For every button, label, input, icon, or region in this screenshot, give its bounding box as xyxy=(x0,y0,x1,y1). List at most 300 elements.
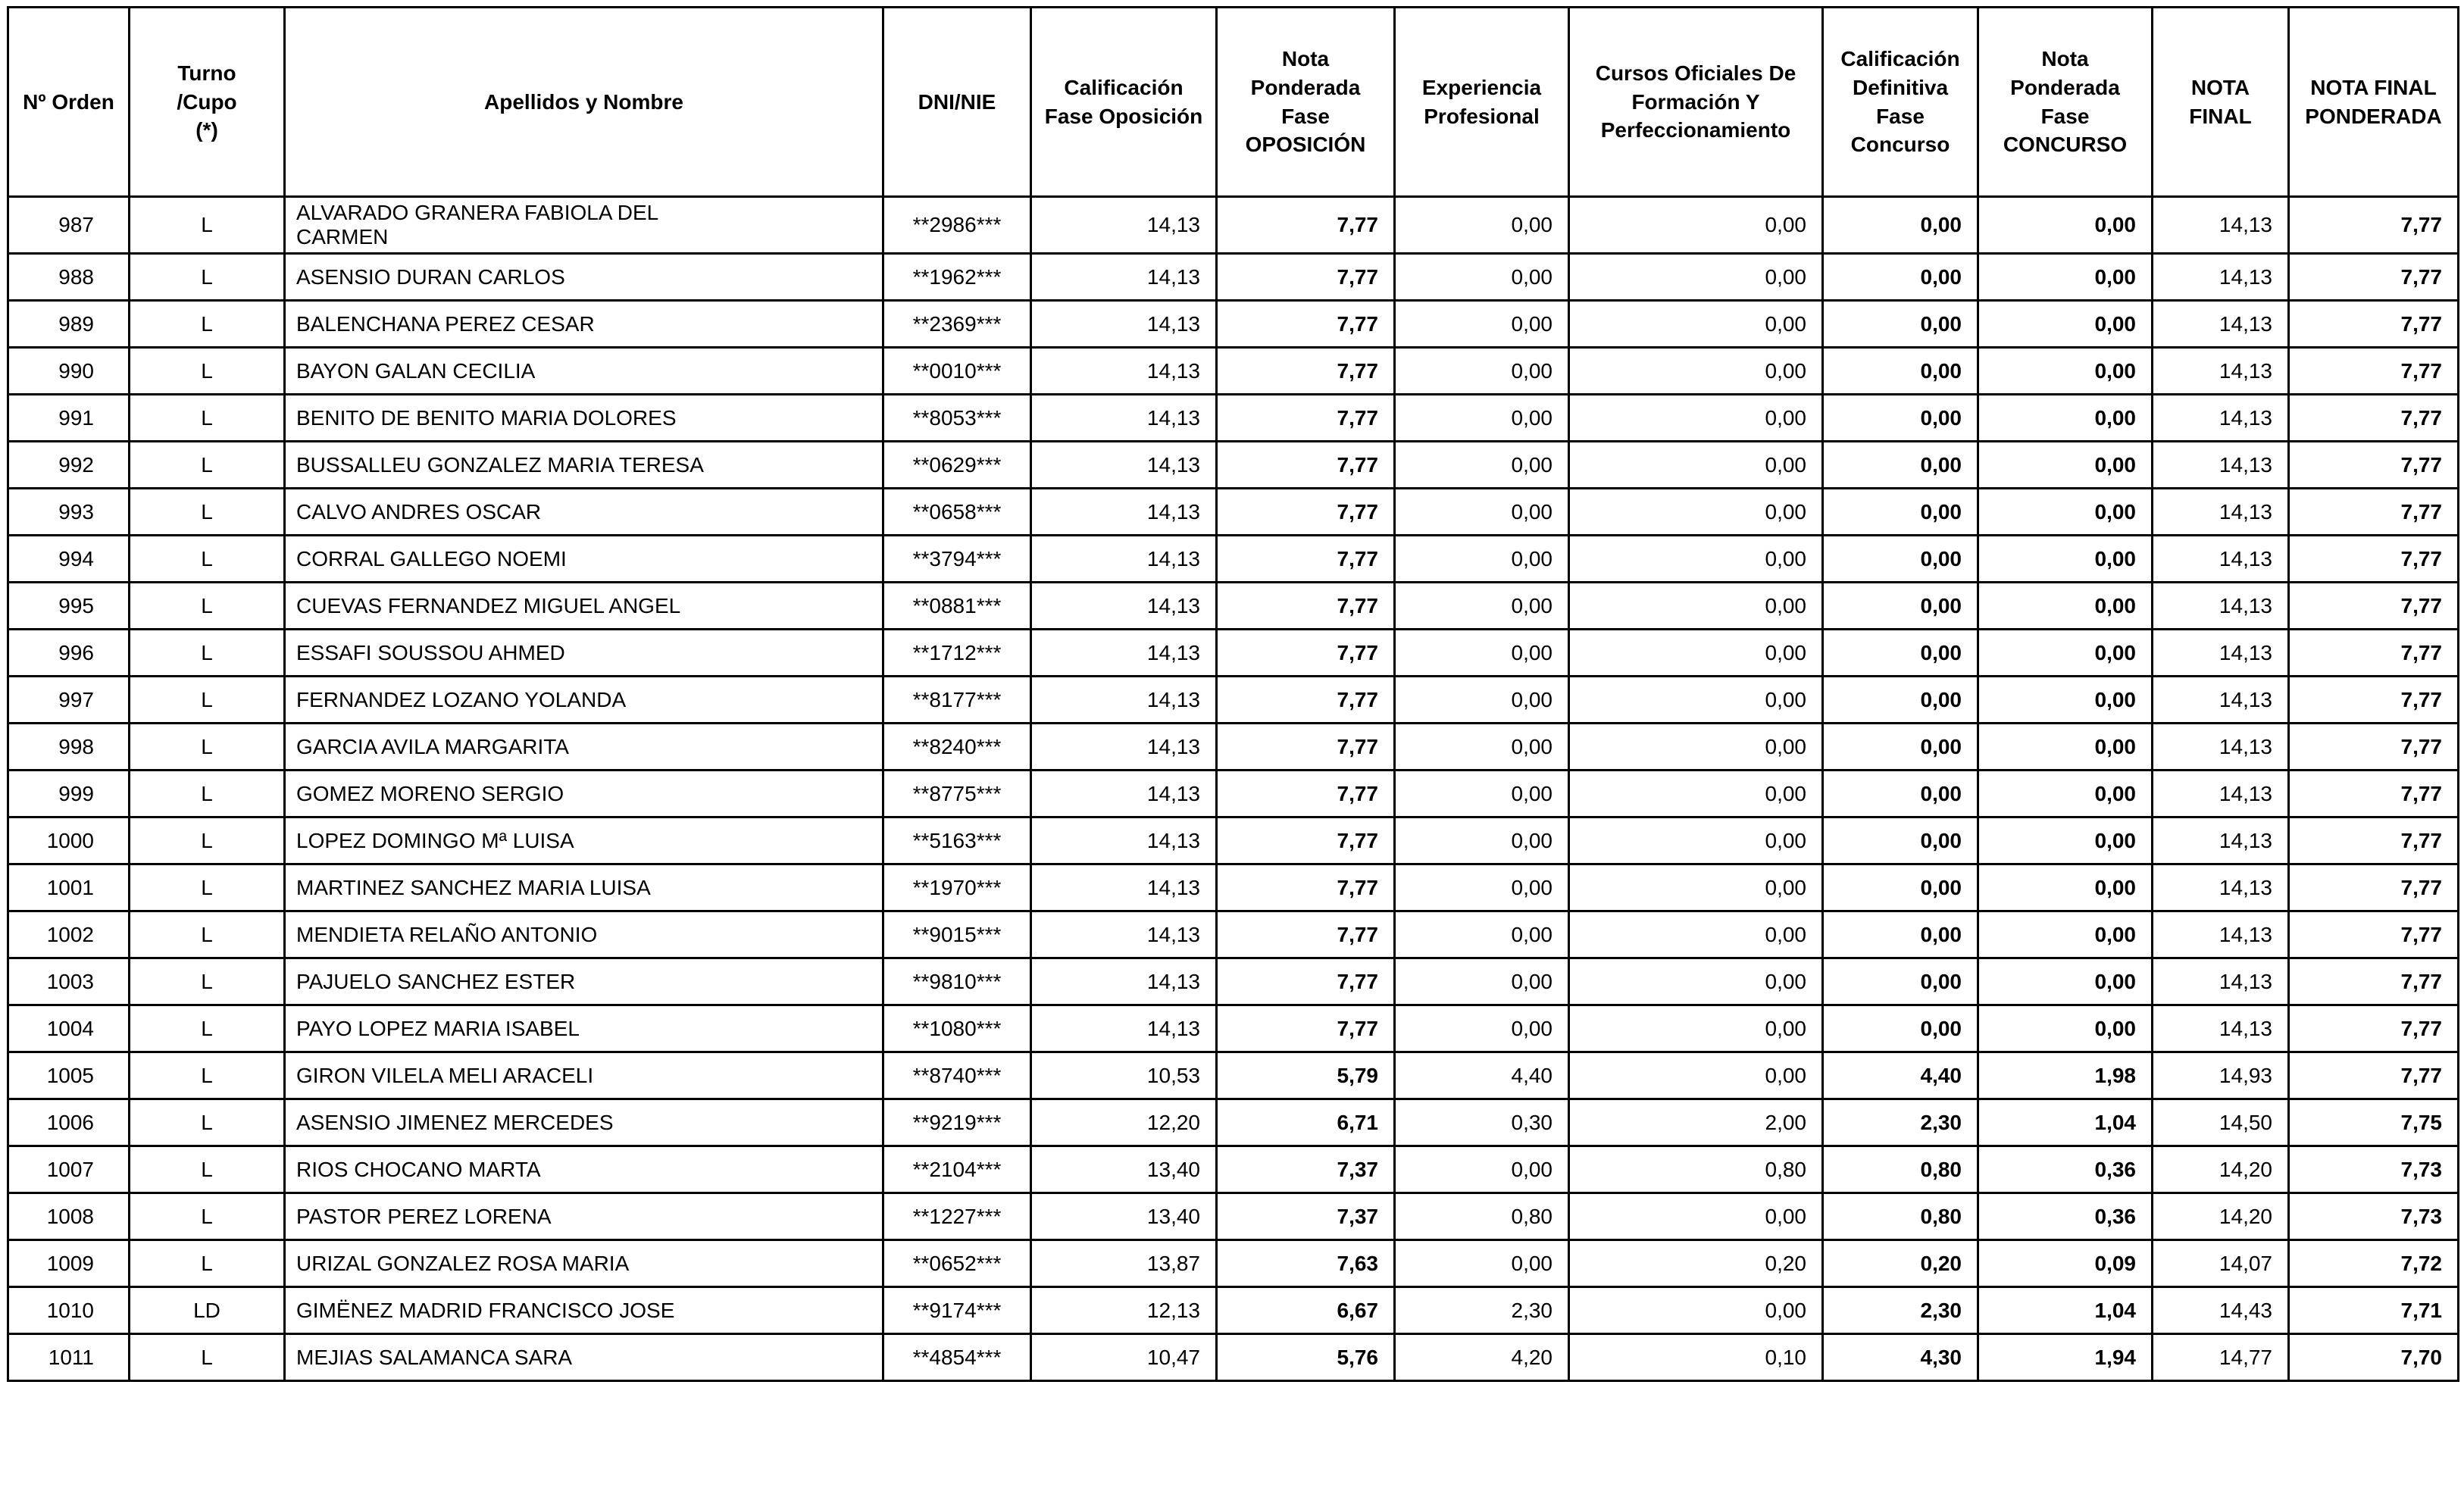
table-cell: 14,13 xyxy=(2153,1005,2289,1052)
table-cell: BALENCHANA PEREZ CESAR xyxy=(285,301,883,348)
table-cell: 0,09 xyxy=(1978,1240,2153,1287)
table-cell: 0,10 xyxy=(1569,1334,1823,1381)
table-cell: 4,20 xyxy=(1395,1334,1569,1381)
table-row xyxy=(8,583,2459,630)
table-cell: 14,13 xyxy=(2153,348,2289,395)
table-cell: 2,30 xyxy=(1395,1287,1569,1334)
table-cell: **8177*** xyxy=(883,677,1031,724)
table-cell: 998 xyxy=(8,724,130,771)
table-cell: 0,20 xyxy=(1569,1240,1823,1287)
table-cell: 14,13 xyxy=(2153,817,2289,864)
table-cell: 0,00 xyxy=(1395,197,1569,254)
table-cell: 1004 xyxy=(8,1005,130,1052)
table-cell: PAYO LOPEZ MARIA ISABEL xyxy=(285,1005,883,1052)
table-cell: L xyxy=(130,348,285,395)
table-cell: 0,00 xyxy=(1823,677,1978,724)
table-cell: 0,00 xyxy=(1569,630,1823,677)
table-cell: 0,00 xyxy=(1978,677,2153,724)
table-cell: ASENSIO JIMENEZ MERCEDES xyxy=(285,1099,883,1146)
table-cell: 0,20 xyxy=(1823,1240,1978,1287)
table-cell: 0,00 xyxy=(1823,348,1978,395)
table-cell: GIMËNEZ MADRID FRANCISCO JOSE xyxy=(285,1287,883,1334)
table-cell: 7,71 xyxy=(2289,1287,2459,1334)
table-cell: **0881*** xyxy=(883,583,1031,630)
header-cell: Nota Ponderada Fase OPOSICIÓN xyxy=(1217,8,1395,197)
table-cell: 1008 xyxy=(8,1193,130,1240)
table-cell: 989 xyxy=(8,301,130,348)
table-row xyxy=(8,1099,2459,1146)
table-cell: 14,13 xyxy=(1031,197,1217,254)
table-cell: 7,77 xyxy=(1217,771,1395,817)
table-cell: 999 xyxy=(8,771,130,817)
header-cell: Turno /Cupo (*) xyxy=(130,8,285,197)
table-cell: 7,77 xyxy=(1217,395,1395,442)
table-cell: 0,00 xyxy=(1569,442,1823,489)
table-cell: **8240*** xyxy=(883,724,1031,771)
table-cell: 991 xyxy=(8,395,130,442)
table-cell: 7,77 xyxy=(1217,197,1395,254)
table-row xyxy=(8,630,2459,677)
table-cell: L xyxy=(130,1193,285,1240)
table-cell: 14,13 xyxy=(2153,583,2289,630)
table-cell: 14,13 xyxy=(1031,254,1217,301)
table-cell: FERNANDEZ LOZANO YOLANDA xyxy=(285,677,883,724)
table-cell: 0,00 xyxy=(1823,1005,1978,1052)
table-cell: 12,20 xyxy=(1031,1099,1217,1146)
table-cell: **2104*** xyxy=(883,1146,1031,1193)
table-cell: 0,00 xyxy=(1569,536,1823,583)
table-cell: **5163*** xyxy=(883,817,1031,864)
table-row xyxy=(8,1240,2459,1287)
table-cell: **9174*** xyxy=(883,1287,1031,1334)
table-cell: **9810*** xyxy=(883,958,1031,1005)
table-cell: 2,30 xyxy=(1823,1099,1978,1146)
table-cell: L xyxy=(130,254,285,301)
table-cell: GOMEZ MORENO SERGIO xyxy=(285,771,883,817)
table-cell: LD xyxy=(130,1287,285,1334)
table-cell: 14,13 xyxy=(1031,536,1217,583)
header-cell: NOTA FINAL PONDERADA xyxy=(2289,8,2459,197)
table-cell: 13,40 xyxy=(1031,1146,1217,1193)
table-cell: 0,00 xyxy=(1395,583,1569,630)
table-cell: 14,13 xyxy=(2153,771,2289,817)
table-cell: 7,77 xyxy=(2289,583,2459,630)
table-cell: 14,13 xyxy=(1031,489,1217,536)
table-row xyxy=(8,301,2459,348)
table-cell: 7,77 xyxy=(2289,864,2459,911)
table-cell: 7,77 xyxy=(2289,1052,2459,1099)
table-cell: 0,80 xyxy=(1823,1193,1978,1240)
table-cell: 14,13 xyxy=(2153,254,2289,301)
table-cell: 0,00 xyxy=(1395,301,1569,348)
table-cell: 14,13 xyxy=(2153,958,2289,1005)
table-cell: 1,94 xyxy=(1978,1334,2153,1381)
table-cell: 0,00 xyxy=(1978,254,2153,301)
table-cell: **1962*** xyxy=(883,254,1031,301)
table-cell: 0,80 xyxy=(1823,1146,1978,1193)
table-cell: 14,77 xyxy=(2153,1334,2289,1381)
table-cell: 14,13 xyxy=(1031,442,1217,489)
table-row xyxy=(8,1146,2459,1193)
table-cell: 0,36 xyxy=(1978,1146,2153,1193)
header-cell: Cursos Oficiales De Formación Y Perfeccionamiento xyxy=(1569,8,1823,197)
table-cell: 7,77 xyxy=(2289,630,2459,677)
table-cell: L xyxy=(130,958,285,1005)
table-cell: 14,13 xyxy=(1031,1005,1217,1052)
table-cell: 7,77 xyxy=(2289,442,2459,489)
table-cell: 14,13 xyxy=(2153,630,2289,677)
table-cell: CALVO ANDRES OSCAR xyxy=(285,489,883,536)
table-cell: 7,77 xyxy=(1217,583,1395,630)
table-cell: 994 xyxy=(8,536,130,583)
table-cell: 0,00 xyxy=(1978,197,2153,254)
table-body xyxy=(8,197,2459,1381)
table-cell: 14,13 xyxy=(2153,911,2289,958)
table-cell: 0,00 xyxy=(1569,911,1823,958)
table-cell: **1970*** xyxy=(883,864,1031,911)
table-cell: 0,00 xyxy=(1978,817,2153,864)
table-cell: 0,00 xyxy=(1569,1005,1823,1052)
table-cell: 0,00 xyxy=(1823,583,1978,630)
table-cell: 0,00 xyxy=(1569,958,1823,1005)
table-cell: 7,77 xyxy=(1217,958,1395,1005)
table-cell: 0,00 xyxy=(1823,489,1978,536)
table-cell: 0,00 xyxy=(1823,395,1978,442)
table-cell: **2986*** xyxy=(883,197,1031,254)
table-cell: PASTOR PEREZ LORENA xyxy=(285,1193,883,1240)
table-cell: 7,77 xyxy=(2289,911,2459,958)
table-cell: **1227*** xyxy=(883,1193,1031,1240)
table-cell: 7,77 xyxy=(1217,864,1395,911)
table-cell: 0,00 xyxy=(1569,489,1823,536)
table-cell: L xyxy=(130,911,285,958)
table-cell: L xyxy=(130,583,285,630)
table-row xyxy=(8,489,2459,536)
table-cell: 14,13 xyxy=(1031,630,1217,677)
table-row xyxy=(8,1005,2459,1052)
table-cell: 0,00 xyxy=(1569,301,1823,348)
table-cell: 10,47 xyxy=(1031,1334,1217,1381)
table-cell: **3794*** xyxy=(883,536,1031,583)
table-cell: 996 xyxy=(8,630,130,677)
table-cell: 14,93 xyxy=(2153,1052,2289,1099)
table-cell: 0,00 xyxy=(1395,254,1569,301)
table-cell: 14,13 xyxy=(2153,442,2289,489)
table-cell: 7,77 xyxy=(1217,442,1395,489)
table-cell: **4854*** xyxy=(883,1334,1031,1381)
table-cell: 0,00 xyxy=(1569,197,1823,254)
table-cell: 1005 xyxy=(8,1052,130,1099)
table-cell: ASENSIO DURAN CARLOS xyxy=(285,254,883,301)
table-cell: L xyxy=(130,677,285,724)
table-cell: 14,13 xyxy=(2153,864,2289,911)
table-cell: 14,20 xyxy=(2153,1146,2289,1193)
table-cell: 0,00 xyxy=(1395,817,1569,864)
table-cell: 0,00 xyxy=(1978,630,2153,677)
table-cell: L xyxy=(130,197,285,254)
table-cell: 0,00 xyxy=(1978,489,2153,536)
table-cell: **8775*** xyxy=(883,771,1031,817)
table-cell: 7,72 xyxy=(2289,1240,2459,1287)
table-cell: ESSAFI SOUSSOU AHMED xyxy=(285,630,883,677)
table-cell: 0,00 xyxy=(1569,583,1823,630)
table-cell: 0,30 xyxy=(1395,1099,1569,1146)
table-cell: 14,13 xyxy=(1031,864,1217,911)
table-row xyxy=(8,442,2459,489)
table-cell: ALVARADO GRANERA FABIOLA DEL CARMEN xyxy=(285,197,883,254)
table-cell: 14,13 xyxy=(2153,724,2289,771)
table-cell: 0,00 xyxy=(1978,395,2153,442)
table-cell: 0,00 xyxy=(1823,864,1978,911)
table-cell: 0,00 xyxy=(1823,536,1978,583)
table-cell: **1712*** xyxy=(883,630,1031,677)
table-cell: 14,43 xyxy=(2153,1287,2289,1334)
table-cell: PAJUELO SANCHEZ ESTER xyxy=(285,958,883,1005)
table-cell: 7,77 xyxy=(2289,197,2459,254)
table-cell: 0,00 xyxy=(1569,1287,1823,1334)
table-cell: 7,77 xyxy=(2289,254,2459,301)
table-cell: 14,13 xyxy=(1031,724,1217,771)
header-cell: Nº Orden xyxy=(8,8,130,197)
table-header xyxy=(8,8,2459,197)
table-cell: MEJIAS SALAMANCA SARA xyxy=(285,1334,883,1381)
table-cell: 14,13 xyxy=(1031,348,1217,395)
table-cell: 997 xyxy=(8,677,130,724)
table-cell: 987 xyxy=(8,197,130,254)
table-cell: 7,37 xyxy=(1217,1193,1395,1240)
results-table xyxy=(7,6,2459,1382)
table-cell: 14,13 xyxy=(2153,489,2289,536)
table-cell: 1,04 xyxy=(1978,1287,2153,1334)
header-cell: Calificación Definitiva Fase Concurso xyxy=(1823,8,1978,197)
table-cell: 1003 xyxy=(8,958,130,1005)
table-cell: L xyxy=(130,1240,285,1287)
table-cell: 0,00 xyxy=(1569,348,1823,395)
table-cell: **8053*** xyxy=(883,395,1031,442)
table-cell: 4,30 xyxy=(1823,1334,1978,1381)
table-cell: 7,77 xyxy=(2289,724,2459,771)
table-cell: 0,00 xyxy=(1395,1240,1569,1287)
table-cell: 0,00 xyxy=(1978,442,2153,489)
table-cell: L xyxy=(130,1005,285,1052)
table-cell: 1001 xyxy=(8,864,130,911)
table-cell: L xyxy=(130,630,285,677)
table-row xyxy=(8,817,2459,864)
table-cell: 14,13 xyxy=(1031,817,1217,864)
table-cell: **2369*** xyxy=(883,301,1031,348)
table-cell: BENITO DE BENITO MARIA DOLORES xyxy=(285,395,883,442)
table-cell: 14,13 xyxy=(1031,677,1217,724)
header-cell: Experiencia Profesional xyxy=(1395,8,1569,197)
table-cell: 0,00 xyxy=(1569,864,1823,911)
table-cell: 0,00 xyxy=(1823,817,1978,864)
table-cell: 1,04 xyxy=(1978,1099,2153,1146)
table-cell: 7,77 xyxy=(1217,911,1395,958)
table-cell: 0,00 xyxy=(1569,817,1823,864)
table-cell: L xyxy=(130,864,285,911)
table-cell: 0,00 xyxy=(1569,771,1823,817)
table-row xyxy=(8,536,2459,583)
table-cell: 0,00 xyxy=(1395,395,1569,442)
table-cell: 14,50 xyxy=(2153,1099,2289,1146)
table-cell: 0,00 xyxy=(1395,958,1569,1005)
table-cell: 14,13 xyxy=(1031,771,1217,817)
table-cell: 0,00 xyxy=(1569,254,1823,301)
table-cell: GARCIA AVILA MARGARITA xyxy=(285,724,883,771)
header-cell: Calificación Fase Oposición xyxy=(1031,8,1217,197)
table-cell: 0,00 xyxy=(1978,536,2153,583)
header-row xyxy=(8,8,2459,197)
table-cell: 10,53 xyxy=(1031,1052,1217,1099)
table-cell: L xyxy=(130,817,285,864)
table-cell: MENDIETA RELAÑO ANTONIO xyxy=(285,911,883,958)
table-cell: LOPEZ DOMINGO Mª LUISA xyxy=(285,817,883,864)
table-cell: 2,30 xyxy=(1823,1287,1978,1334)
table-row xyxy=(8,348,2459,395)
table-cell: L xyxy=(130,1146,285,1193)
table-cell: L xyxy=(130,1099,285,1146)
table-cell: 7,77 xyxy=(2289,958,2459,1005)
table-cell: 7,77 xyxy=(1217,817,1395,864)
table-cell: 7,77 xyxy=(2289,395,2459,442)
table-cell: URIZAL GONZALEZ ROSA MARIA xyxy=(285,1240,883,1287)
table-cell: 7,77 xyxy=(1217,630,1395,677)
table-cell: 0,00 xyxy=(1395,911,1569,958)
table-cell: 4,40 xyxy=(1823,1052,1978,1099)
table-cell: 7,77 xyxy=(1217,301,1395,348)
table-cell: **1080*** xyxy=(883,1005,1031,1052)
table-cell: 0,00 xyxy=(1823,301,1978,348)
table-cell: 7,77 xyxy=(2289,677,2459,724)
table-cell: 1011 xyxy=(8,1334,130,1381)
table-cell: 7,77 xyxy=(1217,489,1395,536)
table-cell: L xyxy=(130,1052,285,1099)
table-cell: 1006 xyxy=(8,1099,130,1146)
table-cell: 5,76 xyxy=(1217,1334,1395,1381)
table-cell: L xyxy=(130,536,285,583)
table-cell: 6,67 xyxy=(1217,1287,1395,1334)
table-cell: 1009 xyxy=(8,1240,130,1287)
table-cell: 0,00 xyxy=(1823,771,1978,817)
table-cell: 990 xyxy=(8,348,130,395)
table-cell: L xyxy=(130,724,285,771)
table-cell: **0658*** xyxy=(883,489,1031,536)
table-cell: 7,70 xyxy=(2289,1334,2459,1381)
table-cell: L xyxy=(130,395,285,442)
table-cell: 14,13 xyxy=(2153,197,2289,254)
table-cell: 7,73 xyxy=(2289,1193,2459,1240)
table-cell: 0,00 xyxy=(1569,1052,1823,1099)
table-cell: 0,00 xyxy=(1395,630,1569,677)
table-row xyxy=(8,677,2459,724)
table-cell: 988 xyxy=(8,254,130,301)
table-cell: MARTINEZ SANCHEZ MARIA LUISA xyxy=(285,864,883,911)
table-cell: 0,80 xyxy=(1569,1146,1823,1193)
table-cell: 0,00 xyxy=(1395,1005,1569,1052)
table-cell: 0,00 xyxy=(1395,677,1569,724)
header-cell: DNI/NIE xyxy=(883,8,1031,197)
table-cell: 7,77 xyxy=(1217,536,1395,583)
table-cell: 7,77 xyxy=(2289,489,2459,536)
table-cell: 0,00 xyxy=(1823,442,1978,489)
table-cell: 1,98 xyxy=(1978,1052,2153,1099)
table-cell: 0,80 xyxy=(1395,1193,1569,1240)
table-cell: 0,00 xyxy=(1395,489,1569,536)
table-cell: 0,00 xyxy=(1978,301,2153,348)
table-row xyxy=(8,1052,2459,1099)
table-cell: **9219*** xyxy=(883,1099,1031,1146)
table-cell: 1007 xyxy=(8,1146,130,1193)
table-cell: **9015*** xyxy=(883,911,1031,958)
table-cell: L xyxy=(130,771,285,817)
table-cell: 0,00 xyxy=(1569,677,1823,724)
table-cell: **8740*** xyxy=(883,1052,1031,1099)
table-cell: L xyxy=(130,489,285,536)
table-cell: 14,13 xyxy=(1031,583,1217,630)
table-cell: 7,63 xyxy=(1217,1240,1395,1287)
table-cell: 1002 xyxy=(8,911,130,958)
table-cell: 4,40 xyxy=(1395,1052,1569,1099)
table-cell: 0,00 xyxy=(1978,583,2153,630)
table-row xyxy=(8,395,2459,442)
table-cell: 14,13 xyxy=(2153,536,2289,583)
table-cell: 0,00 xyxy=(1395,442,1569,489)
table-cell: 7,77 xyxy=(1217,724,1395,771)
table-cell: **0652*** xyxy=(883,1240,1031,1287)
table-cell: 14,13 xyxy=(2153,301,2289,348)
table-cell: 7,75 xyxy=(2289,1099,2459,1146)
table-cell: 7,77 xyxy=(2289,1005,2459,1052)
table-cell: 0,00 xyxy=(1395,348,1569,395)
header-cell: Nota Ponderada Fase CONCURSO xyxy=(1978,8,2153,197)
table-cell: 7,77 xyxy=(1217,348,1395,395)
table-row xyxy=(8,1287,2459,1334)
table-cell: CUEVAS FERNANDEZ MIGUEL ANGEL xyxy=(285,583,883,630)
header-cell: NOTA FINAL xyxy=(2153,8,2289,197)
table-cell: **0010*** xyxy=(883,348,1031,395)
table-cell: 7,77 xyxy=(1217,1005,1395,1052)
table-cell: 0,00 xyxy=(1395,864,1569,911)
table-cell: 7,77 xyxy=(1217,677,1395,724)
table-cell: 0,00 xyxy=(1569,1193,1823,1240)
table-row xyxy=(8,197,2459,254)
table-cell: 0,00 xyxy=(1823,911,1978,958)
table-cell: 0,00 xyxy=(1569,724,1823,771)
table-cell: 7,77 xyxy=(2289,536,2459,583)
table-cell: 0,00 xyxy=(1395,536,1569,583)
table-row xyxy=(8,1193,2459,1240)
table-cell: 0,00 xyxy=(1978,958,2153,1005)
table-row xyxy=(8,724,2459,771)
table-cell: 992 xyxy=(8,442,130,489)
table-cell: **0629*** xyxy=(883,442,1031,489)
table-cell: 7,73 xyxy=(2289,1146,2459,1193)
table-cell: GIRON VILELA MELI ARACELI xyxy=(285,1052,883,1099)
table-cell: 14,13 xyxy=(2153,395,2289,442)
table-cell: 0,00 xyxy=(1823,724,1978,771)
table-cell: 0,00 xyxy=(1395,1146,1569,1193)
table-cell: 7,77 xyxy=(2289,301,2459,348)
header-cell: Apellidos y Nombre xyxy=(285,8,883,197)
table-cell: 995 xyxy=(8,583,130,630)
table-cell: 7,77 xyxy=(2289,771,2459,817)
table-cell: 12,13 xyxy=(1031,1287,1217,1334)
table-cell: 0,36 xyxy=(1978,1193,2153,1240)
table-cell: 0,00 xyxy=(1823,630,1978,677)
table-cell: 0,00 xyxy=(1978,724,2153,771)
table-cell: 0,00 xyxy=(1978,864,2153,911)
table-cell: 0,00 xyxy=(1823,958,1978,1005)
